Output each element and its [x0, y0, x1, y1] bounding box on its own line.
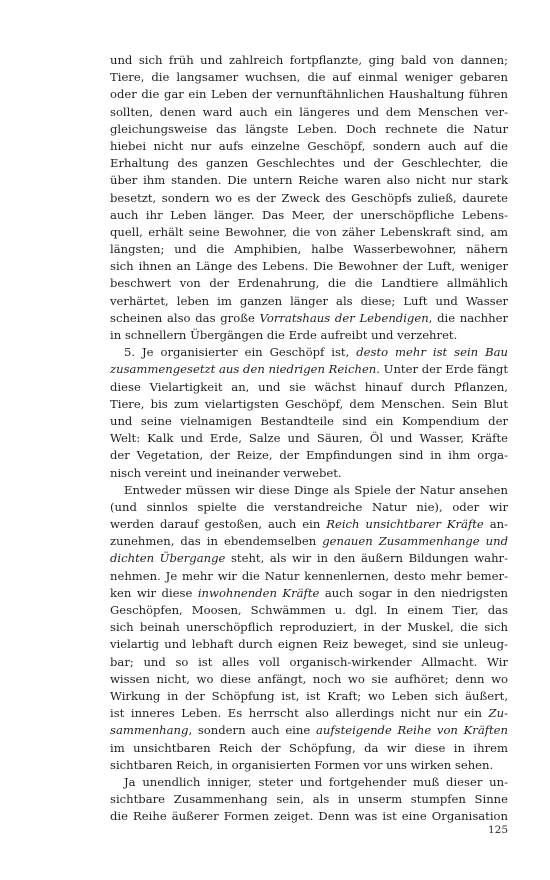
italic-text: aufsteigende Reihe von Kräften — [315, 723, 509, 738]
page-number: 125 — [487, 824, 508, 836]
text-segment: wissen nicht, wo diese anfängt, noch wo sie aufhöret; denn wo — [110, 671, 508, 686]
text-line — [110, 138, 508, 155]
paragraph — [110, 774, 508, 826]
text-line — [110, 740, 508, 757]
text-segment: Tiere, die langsamer wuchsen, die auf einmal weniger gebaren — [110, 70, 508, 85]
text-segment: die Reihe äußerer Formen zeiget. Denn was ist eine Organisation — [110, 809, 508, 824]
text-segment: sich beinah unerschöpflich reproduziert, in der Muskel, die sich — [110, 620, 508, 635]
italic-text: desto mehr ist sein Bau — [356, 345, 508, 360]
text-line — [110, 602, 508, 619]
text-line — [110, 499, 508, 516]
text-line — [110, 52, 508, 69]
text-segment: werden darauf gestoßen, auch ein — [110, 517, 327, 532]
text-line — [110, 808, 508, 825]
text-line — [110, 757, 508, 774]
italic-text: Reich unsichtbarer Kräfte — [326, 517, 484, 532]
text-line — [110, 361, 508, 378]
text-line — [110, 430, 508, 447]
text-segment: oder die gar ein Leben der vernunftähnlichen Haushaltung führen — [110, 87, 508, 102]
italic-text: zusammengesetzt aus den niedrigen Reichen — [110, 362, 377, 377]
paragraph — [110, 482, 508, 774]
text-line — [110, 344, 508, 361]
text-line — [110, 104, 508, 121]
text-segment: über ihm standen. Die untern Reiche waren also nicht nur stark — [110, 173, 508, 188]
text-segment: 5. Je organisierter ein Geschöpf ist, — [124, 345, 357, 360]
text-segment: der Vegetation, der Reize, der Empfindungen sind in ihm orga- — [110, 448, 508, 463]
text-line — [110, 482, 508, 499]
text-line — [110, 516, 508, 533]
text-line — [110, 224, 508, 241]
text-line — [110, 533, 508, 550]
italic-text: Vorratshaus der Lebendigen — [259, 310, 429, 325]
text-segment: ist inneres Leben. Es herrscht also allerdings nicht nur ein — [110, 706, 489, 721]
text-segment: in schnellern Übergängen die Erde aufreibt und verzehret. — [110, 328, 458, 342]
text-line — [110, 636, 508, 653]
italic-text: dichten Übergange — [110, 551, 226, 566]
text-line — [110, 207, 508, 224]
text-line — [110, 774, 508, 791]
text-segment: Wirkung in der Schöpfung ist, ist Kraft; wo Leben sich äußert, — [110, 688, 508, 703]
text-segment: sichtbaren Reich, in organisierten Formen vor uns wirken sehen. — [110, 757, 494, 772]
text-segment: im unsichtbaren Reich der Schöpfung, da wir diese in ihrem — [110, 740, 508, 755]
text-segment: besetzt, sondern wo es der Zweck des Geschöpfs zuließ, daurete — [110, 190, 508, 205]
text-line — [110, 465, 508, 482]
text-segment: Ja unendlich inniger, steter und fortgehender muß dieser un- — [124, 774, 508, 789]
text-line — [110, 568, 508, 585]
text-line — [110, 241, 508, 258]
text-segment: nisch vereint und ineinander verwebet. — [110, 465, 342, 480]
text-line — [110, 396, 508, 413]
text-line — [110, 275, 508, 292]
text-segment: Geschöpfen, Moosen, Schwämmen u. dgl. In einem Tier, das — [110, 603, 508, 617]
text-line — [110, 327, 508, 344]
text-line — [110, 550, 508, 567]
text-segment: sichtbare Zusammenhang sein, als in unserm stumpfen Sinne — [110, 792, 508, 807]
page-body — [110, 52, 508, 825]
text-segment: diese Vielartigkeit an, und sie wächst hinauf durch Pflanzen, — [110, 379, 508, 394]
text-segment: längsten; und die Amphibien, halbe Wasserbewohner, nähern — [110, 242, 508, 257]
italic-text: genauen Zusammenhange und — [322, 534, 508, 549]
paragraph — [110, 344, 508, 482]
text-segment: zunehmen, das in ebendemselben — [110, 534, 323, 549]
text-line — [110, 86, 508, 103]
text-line — [110, 69, 508, 86]
text-segment: vielartig und lebhaft durch eignen Reiz beweget, sind sie unleug- — [110, 637, 508, 652]
text-segment: Erhaltung des ganzen Geschlechtes und der Geschlechter, die — [110, 156, 508, 171]
text-segment: bar; und so ist alles voll organisch-wirkender Allmacht. Wir — [110, 654, 508, 669]
text-segment: auch sogar in den niedrigsten — [319, 585, 509, 600]
text-segment: Tiere, bis zum vielartigsten Geschöpf, dem Menschen. Sein Blut — [110, 396, 508, 411]
text-line — [110, 121, 508, 138]
text-line — [110, 705, 508, 722]
text-segment: auch ihr Leben länger. Das Meer, der unerschöpfliche Lebens- — [110, 207, 508, 222]
text-line — [110, 413, 508, 430]
text-segment: nehmen. Je mehr wir die Natur kennenlernen, desto mehr bemer- — [110, 568, 508, 583]
text-line — [110, 722, 508, 739]
text-segment: . Unter der Erde fängt — [376, 362, 509, 377]
text-line — [110, 310, 508, 327]
text-line — [110, 379, 508, 396]
text-segment: sollten, denen ward auch ein längeres und dem Menschen ver- — [110, 104, 508, 119]
text-segment: an- — [483, 517, 509, 532]
text-line — [110, 671, 508, 688]
italic-text: inwohnenden Kräfte — [197, 585, 320, 600]
text-segment: beschwert von der Erdenahrung, die die Landtiere allmählich — [110, 276, 508, 291]
text-segment: , sondern auch eine — [188, 723, 316, 738]
text-line — [110, 172, 508, 189]
paragraph — [110, 52, 508, 344]
text-line — [110, 791, 508, 808]
text-segment: verhärtet, leben im ganzen länger als diese; Luft und Wasser — [110, 293, 508, 308]
text-segment: hiebei nicht nur aufs einzelne Geschöpf, sondern auch auf die — [110, 138, 508, 153]
text-line — [110, 447, 508, 464]
italic-text: Zu- — [488, 706, 508, 721]
text-segment: sich ihnen an Länge des Lebens. Die Bewohner der Luft, weniger — [110, 259, 508, 274]
text-segment: Entweder müssen wir diese Dinge als Spiele der Natur ansehen — [124, 482, 508, 497]
text-line — [110, 190, 508, 207]
text-segment: (und sinnlos spielte die verstandreiche Natur nie), oder wir — [110, 499, 508, 514]
italic-text: sammenhang — [110, 723, 189, 738]
text-segment: gleichungsweise das längste Leben. Doch rechnete die Natur — [110, 121, 508, 136]
text-segment: quell, erhält seine Bewohner, die von zäher Lebenskraft sind, am — [110, 224, 508, 239]
text-line — [110, 155, 508, 172]
text-line — [110, 585, 508, 602]
text-segment: und sich früh und zahlreich fortpflanzte, ging bald von dannen; — [110, 53, 508, 67]
text-segment: steht, als wir in den äußern Bildungen wahr- — [225, 551, 508, 566]
text-segment: Welt: Kalk und Erde, Salze und Säuren, Öl und Wasser, Kräfte — [110, 431, 508, 446]
text-line — [110, 688, 508, 705]
text-line — [110, 654, 508, 671]
text-segment: ken wir diese — [110, 585, 198, 600]
text-segment: und seine vielnamigen Bestandteile sind ein Kompendium der — [110, 413, 508, 428]
text-line — [110, 619, 508, 636]
text-line — [110, 293, 508, 310]
text-segment: , die nachher — [428, 310, 508, 325]
text-segment: scheinen also das große — [110, 310, 260, 325]
text-line — [110, 258, 508, 275]
